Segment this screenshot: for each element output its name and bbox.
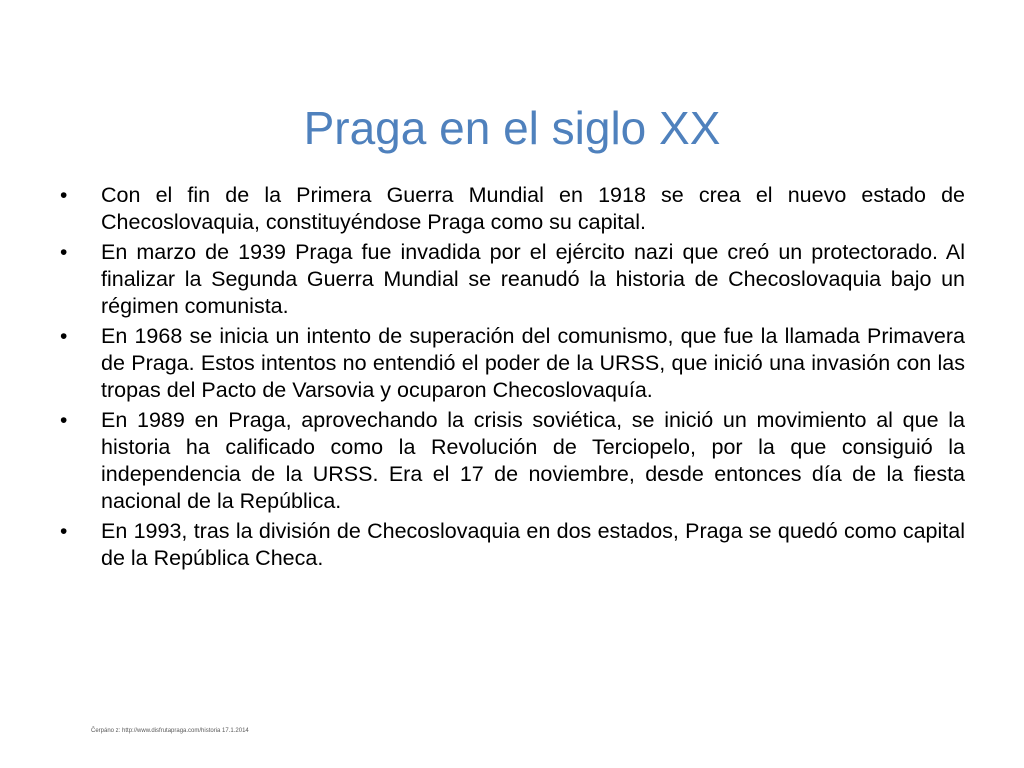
bullet-item xyxy=(60,323,965,404)
bullet-icon: • xyxy=(60,520,68,543)
bullet-text: En 1993, tras la división de Checoslovaquia en dos estados, Praga se quedó como capital de la República Checa. xyxy=(101,519,965,570)
source-footnote: Čerpáno z: http://www.disfrutapraga.com/historia 17.1.2014 xyxy=(91,728,249,734)
bullet-text: Con el fin de la Primera Guerra Mundial en 1918 se crea el nuevo estado de Checoslovaquia, constituyéndose Praga como su capital. xyxy=(101,183,965,234)
bullet-item xyxy=(60,182,965,236)
bullet-item xyxy=(60,407,965,515)
bullet-icon: • xyxy=(60,241,68,264)
bullet-icon: • xyxy=(60,184,68,207)
bullet-text: En 1989 en Praga, aprovechando la crisis soviética, se inició un movimiento al que la historia ha calificado como la Revolución de Terciopelo, por la que consiguió la independencia de la URSS. Era el 17 de noviembre, desde entonces día de la fiesta nacional de la República. xyxy=(101,408,965,513)
bullet-text: En 1968 se inicia un intento de superación del comunismo, que fue la llamada Primavera de Praga. Estos intentos no entendió el poder de la URSS, que inició una invasión con las tropas del Pacto de Varsovia y ocuparon Checoslovaquía. xyxy=(101,324,965,402)
bullet-text: En marzo de 1939 Praga fue invadida por el ejército nazi que creó un protectorado. Al finalizar la Segunda Guerra Mundial se reanudó la historia de Checoslovaquia bajo un régimen comunista. xyxy=(101,240,965,318)
bullet-item xyxy=(60,518,965,572)
slide-title: Praga en el siglo XX xyxy=(303,101,721,154)
bullet-item xyxy=(60,239,965,320)
bullet-icon: • xyxy=(60,325,68,348)
bullet-icon: • xyxy=(60,409,68,432)
bullet-list xyxy=(60,182,965,575)
